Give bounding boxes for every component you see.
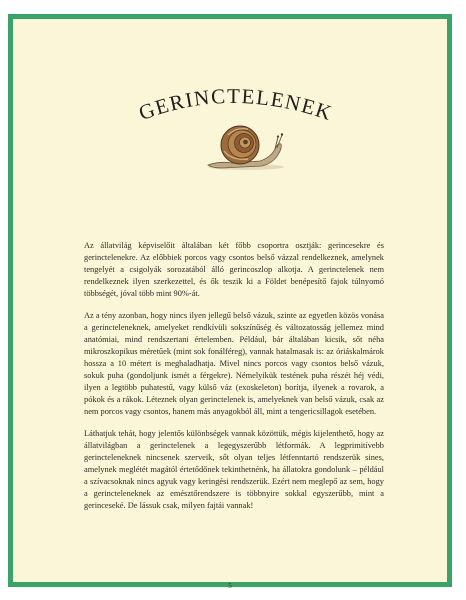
paragraph: Láthatjuk tehát, hogy jelentős különbségek vannak közöttük, mégis kijelenthető, hogy az állatvilágban a gerinctelenek a legegyszerűbb létformák. A legprimitívebb gerincteleneknek nincsenek szerveik, sőt olyan teljes létfenntartó rendszerük sines, amelynek meglétét magától értetődőnek tekinthetnénk, ha állatokra gondolunk – például a szívacsoknak nincs agyuk vagy keringési rendszerük. Ezért nem meglepő az sem, hogy a gerincteleneknek az emésztőrendszere is többnyire sokkal egyszerűbb, mint a gerinceseké. De lássuk csak, milyen fajtái vannak!: [84, 429, 384, 510]
paragraph: Az állatvilág képviselőit általában két főbb csoportra osztják: gerincesekre és gerinctelenekre. Az előbbiek porcos vagy csontos belső vázzal rendelkeznek, amelynek tengelyét a csigolyák sorozatából álló gerincoszlop alkotja. A gerinctelenek nem rendelkeznek ilyen szerkezettel, és ők teszik ki a Földet benépesítő fajok túlnyomó többségét, jóval több mint 90%-át.: [84, 241, 384, 298]
snail-illustration: [202, 117, 286, 177]
body-text: [84, 240, 384, 522]
page: [8, 14, 452, 590]
chapter-title-text: GERINCTELENEK: [135, 83, 336, 126]
page-number: 5: [228, 582, 232, 590]
paragraph: Az a tény azonban, hogy nincs ilyen jellegű belső vázuk, szinte az egyetlen közös vonása a gerincteleneknek, amelyeket rendkívüli sokszínűség és változatosság jellemez mind anatómiai, mind rendszertani értelemben. Például, bár általában kicsik, sőt néha mikroszkopikus méretűek (mint sok fonálféreg), vannak hatalmasak is: az óriáskalmárok hossza a 10 métert is meghaladhatja. Mivel nincs porcos vagy csontos belső vázuk, sokuk puha (gondoljunk ismét a férgekre). Némelyikük testének puha részét héj védi, ilyen a legtöbb puhatestű, vagy külső váz (exoskeleton) borítja, ilyenek a rovarok, a pókok és a rákok. Léteznek olyan gerinctelenek is, amelyeknek van belső vázuk, csak az nem porcos vagy csontos, hanem más anyagokból áll, mint a tengericsillagok esetében.: [84, 311, 384, 416]
